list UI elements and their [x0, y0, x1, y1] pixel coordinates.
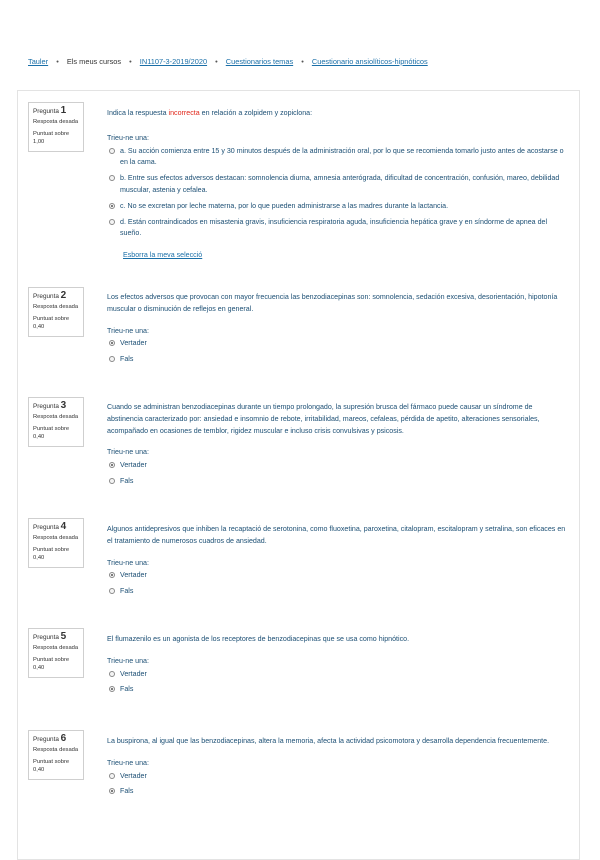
- question-info-4: [28, 518, 84, 568]
- question-number: 3: [60, 400, 67, 411]
- question-content-3: [107, 402, 567, 488]
- answer-prompt: Trieu-ne una:: [107, 326, 149, 335]
- answer-option-false[interactable]: Fals: [107, 786, 567, 798]
- answer-option-true[interactable]: Vertader: [107, 460, 567, 472]
- question-mark-label: Puntuat sobre: [33, 759, 70, 766]
- answer-prompt: Trieu-ne una:: [107, 133, 149, 142]
- answer-prompt: Trieu-ne una:: [107, 758, 149, 767]
- radio-button[interactable]: [109, 478, 115, 484]
- highlight-text: incorrecta: [168, 109, 200, 117]
- radio-button-checked[interactable]: [109, 788, 115, 794]
- answer-prompt: Trieu-ne una:: [107, 558, 149, 567]
- question-number: 1: [60, 105, 67, 116]
- question-mark-label: Puntuat sobre: [33, 131, 70, 138]
- question-content-2: [107, 292, 567, 366]
- answer-option-false[interactable]: Fals: [107, 476, 567, 488]
- question-info-2: [28, 287, 84, 337]
- question-mark-label: Puntuat sobre: [33, 426, 70, 433]
- answer-option-d[interactable]: d. Están contraindicados en misastenia gravis, insuficiencia respiratoria aguda, insuficiencia hepática grave y en síndorme de apnea del sueño.: [107, 217, 567, 241]
- answer-option-a[interactable]: a. Su acción comienza entre 15 y 30 minutos después de la administración oral, por lo que se recomienda tomarlo justo antes de acostarse o en la cama.: [107, 146, 567, 170]
- question-label: Pregunta: [33, 524, 59, 531]
- answer-option-true[interactable]: Vertader: [107, 669, 567, 681]
- breadcrumb-link-quizzes[interactable]: Cuestionarios temas: [225, 57, 294, 66]
- breadcrumb-item-courses: Els meus cursos: [66, 57, 122, 66]
- question-state: Resposta desada: [33, 644, 79, 651]
- answer-prompt: Trieu-ne una:: [107, 448, 149, 457]
- question-label: Pregunta: [33, 293, 59, 300]
- question-label: Pregunta: [33, 634, 59, 641]
- radio-button[interactable]: [109, 588, 115, 594]
- question-label: Pregunta: [33, 108, 59, 115]
- radio-button[interactable]: [109, 671, 115, 677]
- question-number: 6: [60, 733, 67, 744]
- question-content-1: [107, 108, 567, 262]
- question-number: 2: [60, 290, 67, 301]
- question-info-3: [28, 397, 84, 447]
- answer-prompt: Trieu-ne una:: [107, 656, 149, 665]
- question-label: Pregunta: [33, 403, 59, 410]
- breadcrumb-link-tauler[interactable]: Tauler: [28, 57, 49, 66]
- radio-button-checked[interactable]: [109, 686, 115, 692]
- radio-button[interactable]: [109, 175, 115, 181]
- answer-option-true[interactable]: Vertader: [107, 338, 567, 350]
- answer-option-false[interactable]: Fals: [107, 354, 567, 366]
- question-text: La buspirona, al igual que las benzodiacepinas, altera la memoria, afecta la actividad psicomotora y desarrolla dependencia frecuentemente.: [107, 737, 550, 745]
- question-state: Resposta desada: [33, 534, 79, 541]
- radio-button[interactable]: [109, 356, 115, 362]
- question-mark-value: 0,40: [33, 554, 45, 561]
- question-text: Algunos antidepresivos que inhiben la recaptació de serotonina, como fluoxetina, paroxetina, citalopram, escitalopram y setralina, son eficaces en el tratamiento de numerosos cuadros de ansiedad.: [107, 525, 566, 545]
- question-state: Resposta desada: [33, 118, 79, 125]
- question-state: Resposta desada: [33, 413, 79, 420]
- question-mark-value: 1,00: [33, 138, 45, 145]
- answer-option-false[interactable]: Fals: [107, 586, 567, 598]
- question-info-1: [28, 102, 84, 152]
- breadcrumb-separator: •: [215, 57, 218, 66]
- question-mark-label: Puntuat sobre: [33, 547, 70, 554]
- question-mark-label: Puntuat sobre: [33, 657, 70, 664]
- answer-option-b[interactable]: b. Entre sus efectos adversos destacan: somnolencia diurna, amnesia anterógrada, dificultad de concentración, confusión, mareo, debilidad muscular, astenia y cefalea.: [107, 173, 567, 197]
- clear-selection-link[interactable]: Esborra la meva selecció: [123, 251, 203, 260]
- question-state: Resposta desada: [33, 746, 79, 753]
- question-text: Indica la respuesta incorrecta en relación a zolpidem y zopiclona:: [107, 109, 313, 117]
- answer-option-false[interactable]: Fals: [107, 684, 567, 696]
- radio-button-checked[interactable]: [109, 340, 115, 346]
- question-content-6: [107, 736, 567, 798]
- question-text: Cuando se administran benzodiacepinas durante un tiempo prolongado, la supresión brusca del fármaco puede causar un síndrome de abstinencia caracterizado por: ansiedad e insomnio de rebote, irritabilidad, mareos, cefaleas, pérdida de apetito, alteraciones sensoriales, acompañado en ocasiones de temblor, rigidez muscular e incluso crisis convulsivas y psicosis.: [107, 403, 540, 435]
- radio-button-checked[interactable]: [109, 572, 115, 578]
- breadcrumb-link-course[interactable]: IN1107-3-2019/2020: [139, 57, 208, 66]
- breadcrumb-separator: •: [129, 57, 132, 66]
- question-mark-value: 0,40: [33, 433, 45, 440]
- question-info-6: [28, 730, 84, 780]
- radio-button-checked[interactable]: [109, 203, 115, 209]
- radio-button[interactable]: [109, 773, 115, 779]
- radio-button[interactable]: [109, 148, 115, 154]
- question-mark-value: 0,40: [33, 766, 45, 773]
- question-content-5: [107, 634, 567, 696]
- radio-button-checked[interactable]: [109, 462, 115, 468]
- answer-option-true[interactable]: Vertader: [107, 771, 567, 783]
- radio-button[interactable]: [109, 219, 115, 225]
- question-mark-value: 0,40: [33, 664, 45, 671]
- question-number: 5: [60, 631, 67, 642]
- breadcrumb-separator: •: [301, 57, 304, 66]
- question-text: Los efectos adversos que provocan con mayor frecuencia las benzodiacepinas son: somnolencia, sedación excesiva, desorientación, hipotonía muscular o disminución de reflejos en general.: [107, 293, 558, 313]
- question-content-4: [107, 524, 567, 598]
- question-state: Resposta desada: [33, 303, 79, 310]
- question-label: Pregunta: [33, 736, 59, 743]
- question-mark-value: 0,40: [33, 323, 45, 330]
- question-number: 4: [60, 521, 67, 532]
- question-info-5: [28, 628, 84, 678]
- breadcrumb-link-quiz[interactable]: Cuestionario ansiolíticos-hipnóticos: [311, 57, 428, 66]
- answer-option-c[interactable]: c. No se excretan por leche materna, por lo que pueden administrarse a las madres durante la lactancia.: [107, 201, 567, 213]
- question-text: El flumazenilo es un agonista de los receptores de benzodiacepinas que se usa como hipnótico.: [107, 635, 410, 643]
- question-mark-label: Puntuat sobre: [33, 316, 70, 323]
- answer-option-true[interactable]: Vertader: [107, 570, 567, 582]
- breadcrumb: [28, 57, 428, 66]
- breadcrumb-separator: •: [56, 57, 59, 66]
